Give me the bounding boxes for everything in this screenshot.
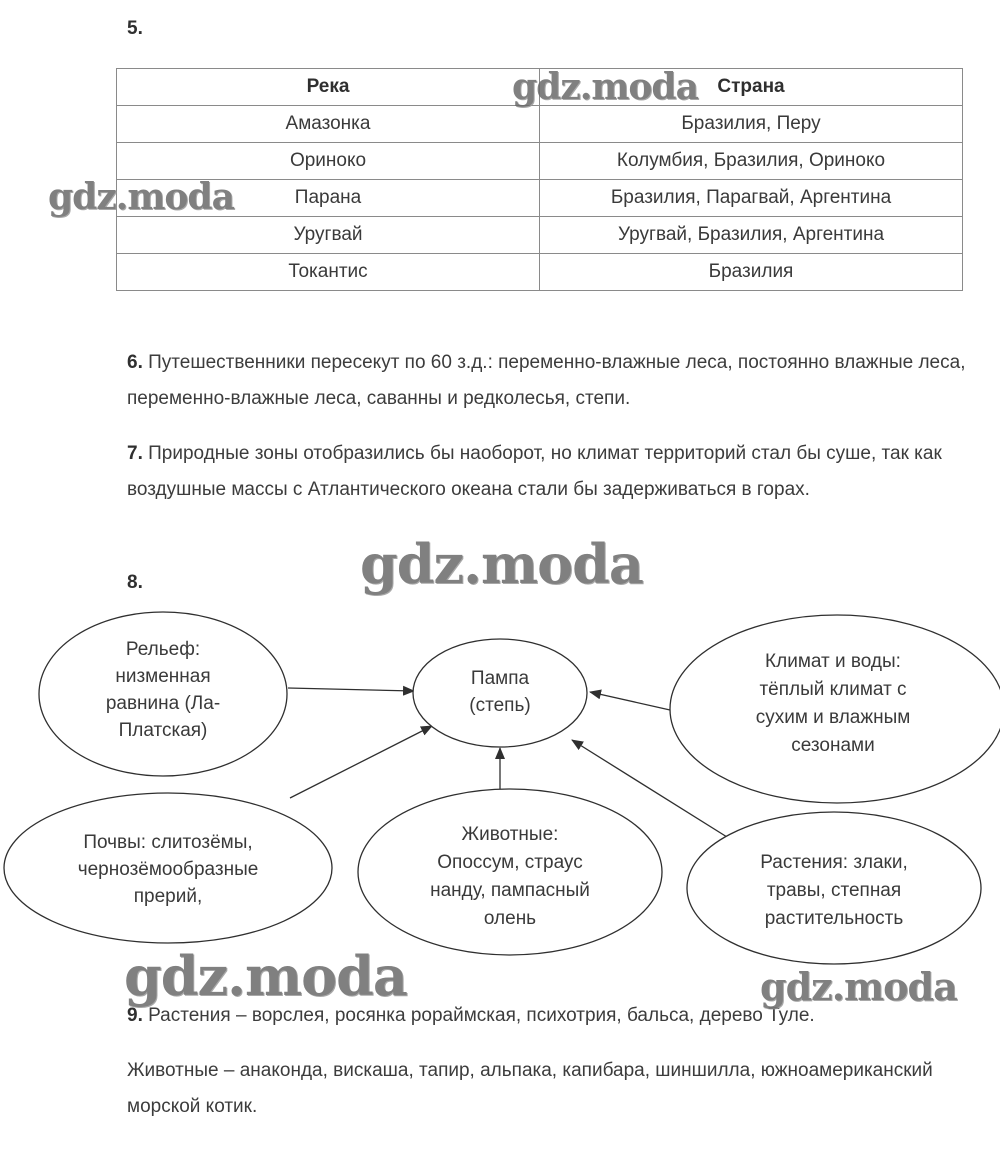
task-7-paragraph [127, 436, 967, 508]
watermark: gdz.moda [360, 532, 643, 596]
climate-line: Климат и воды: [765, 651, 901, 672]
animals-line: Животные: [461, 824, 559, 845]
river-cell: Уругвай [117, 217, 540, 254]
header-country: Страна [540, 69, 963, 106]
watermark: gdz.moda [124, 944, 407, 1008]
river-cell: Ориноко [117, 143, 540, 180]
river-cell: Амазонка [117, 106, 540, 143]
task-7-number: 7. [127, 443, 143, 464]
relief-line: равнина (Ла- [105, 693, 221, 714]
relief-line: низменная [115, 666, 211, 687]
soils-line: Почвы: слитозёмы, [83, 832, 253, 853]
pampa-node [413, 639, 587, 747]
animals-line: Опоссум, страус [437, 852, 583, 873]
task-6-text: Путешественники пересекут по 60 з.д.: переменно-влажные леса, постоянно влажные леса, переменно-влажные леса, саванны и редколесья, степи. [127, 352, 966, 409]
arrow-relief [288, 688, 414, 691]
country-cell: Бразилия [540, 254, 963, 291]
table-row [117, 106, 963, 143]
task-8-number: 8. [127, 572, 143, 593]
table-row [117, 254, 963, 291]
task-5-number: 5. [127, 18, 143, 39]
task-9-number: 9. [127, 1005, 143, 1026]
plants-line: травы, степная [766, 880, 902, 901]
animals-line: нанду, пампасный [430, 880, 590, 901]
table-row [117, 180, 963, 217]
soils-line: прерий, [133, 886, 203, 907]
climate-line: тёплый климат с [759, 679, 907, 700]
plants-line: растительность [764, 908, 904, 929]
country-cell: Уругвай, Бразилия, Аргентина [540, 217, 963, 254]
header-river: Река [117, 69, 540, 106]
relief-line: Платская) [118, 720, 208, 741]
watermark: gdz.moda [512, 66, 698, 108]
task-7-text: Природные зоны отобразились бы наоборот, но климат территорий стал бы суше, так как воздушные массы с Атлантического океана стали бы задерживаться в горах. [127, 443, 942, 500]
country-cell: Бразилия, Парагвай, Аргентина [540, 180, 963, 217]
task-6-paragraph [127, 345, 967, 417]
task-9-animals-paragraph: Животные – анаконда, вискаша, тапир, альпака, капибара, шиншилла, южноамериканский морской котик. [127, 1060, 933, 1117]
river-cell: Токантис [117, 254, 540, 291]
river-cell: Парана [117, 180, 540, 217]
plants-line: Растения: злаки, [760, 852, 908, 873]
pampa-line: Пампа [470, 668, 530, 689]
relief-line: Рельеф: [125, 639, 201, 660]
table-row [117, 143, 963, 180]
task-6-number: 6. [127, 352, 143, 373]
climate-line: сухим и влажным [755, 707, 911, 728]
arrow-climate [590, 692, 670, 710]
task-9-plants-text: Растения – ворслея, росянка рораймская, психотрия, бальса, дерево Туле. [142, 1005, 815, 1026]
soils-line: чернозёмообразные [77, 859, 259, 880]
table-row [117, 217, 963, 254]
arrow-soils [290, 726, 432, 798]
pampa-line: (степь) [469, 695, 531, 716]
animals-line: олень [483, 908, 537, 929]
watermark: gdz.moda [760, 964, 957, 1009]
climate-line: сезонами [791, 735, 875, 756]
pampa-diagram [0, 600, 1000, 970]
country-cell: Колумбия, Бразилия, Ориноко [540, 143, 963, 180]
country-cell: Бразилия, Перу [540, 106, 963, 143]
watermark: gdz.moda [48, 176, 234, 218]
